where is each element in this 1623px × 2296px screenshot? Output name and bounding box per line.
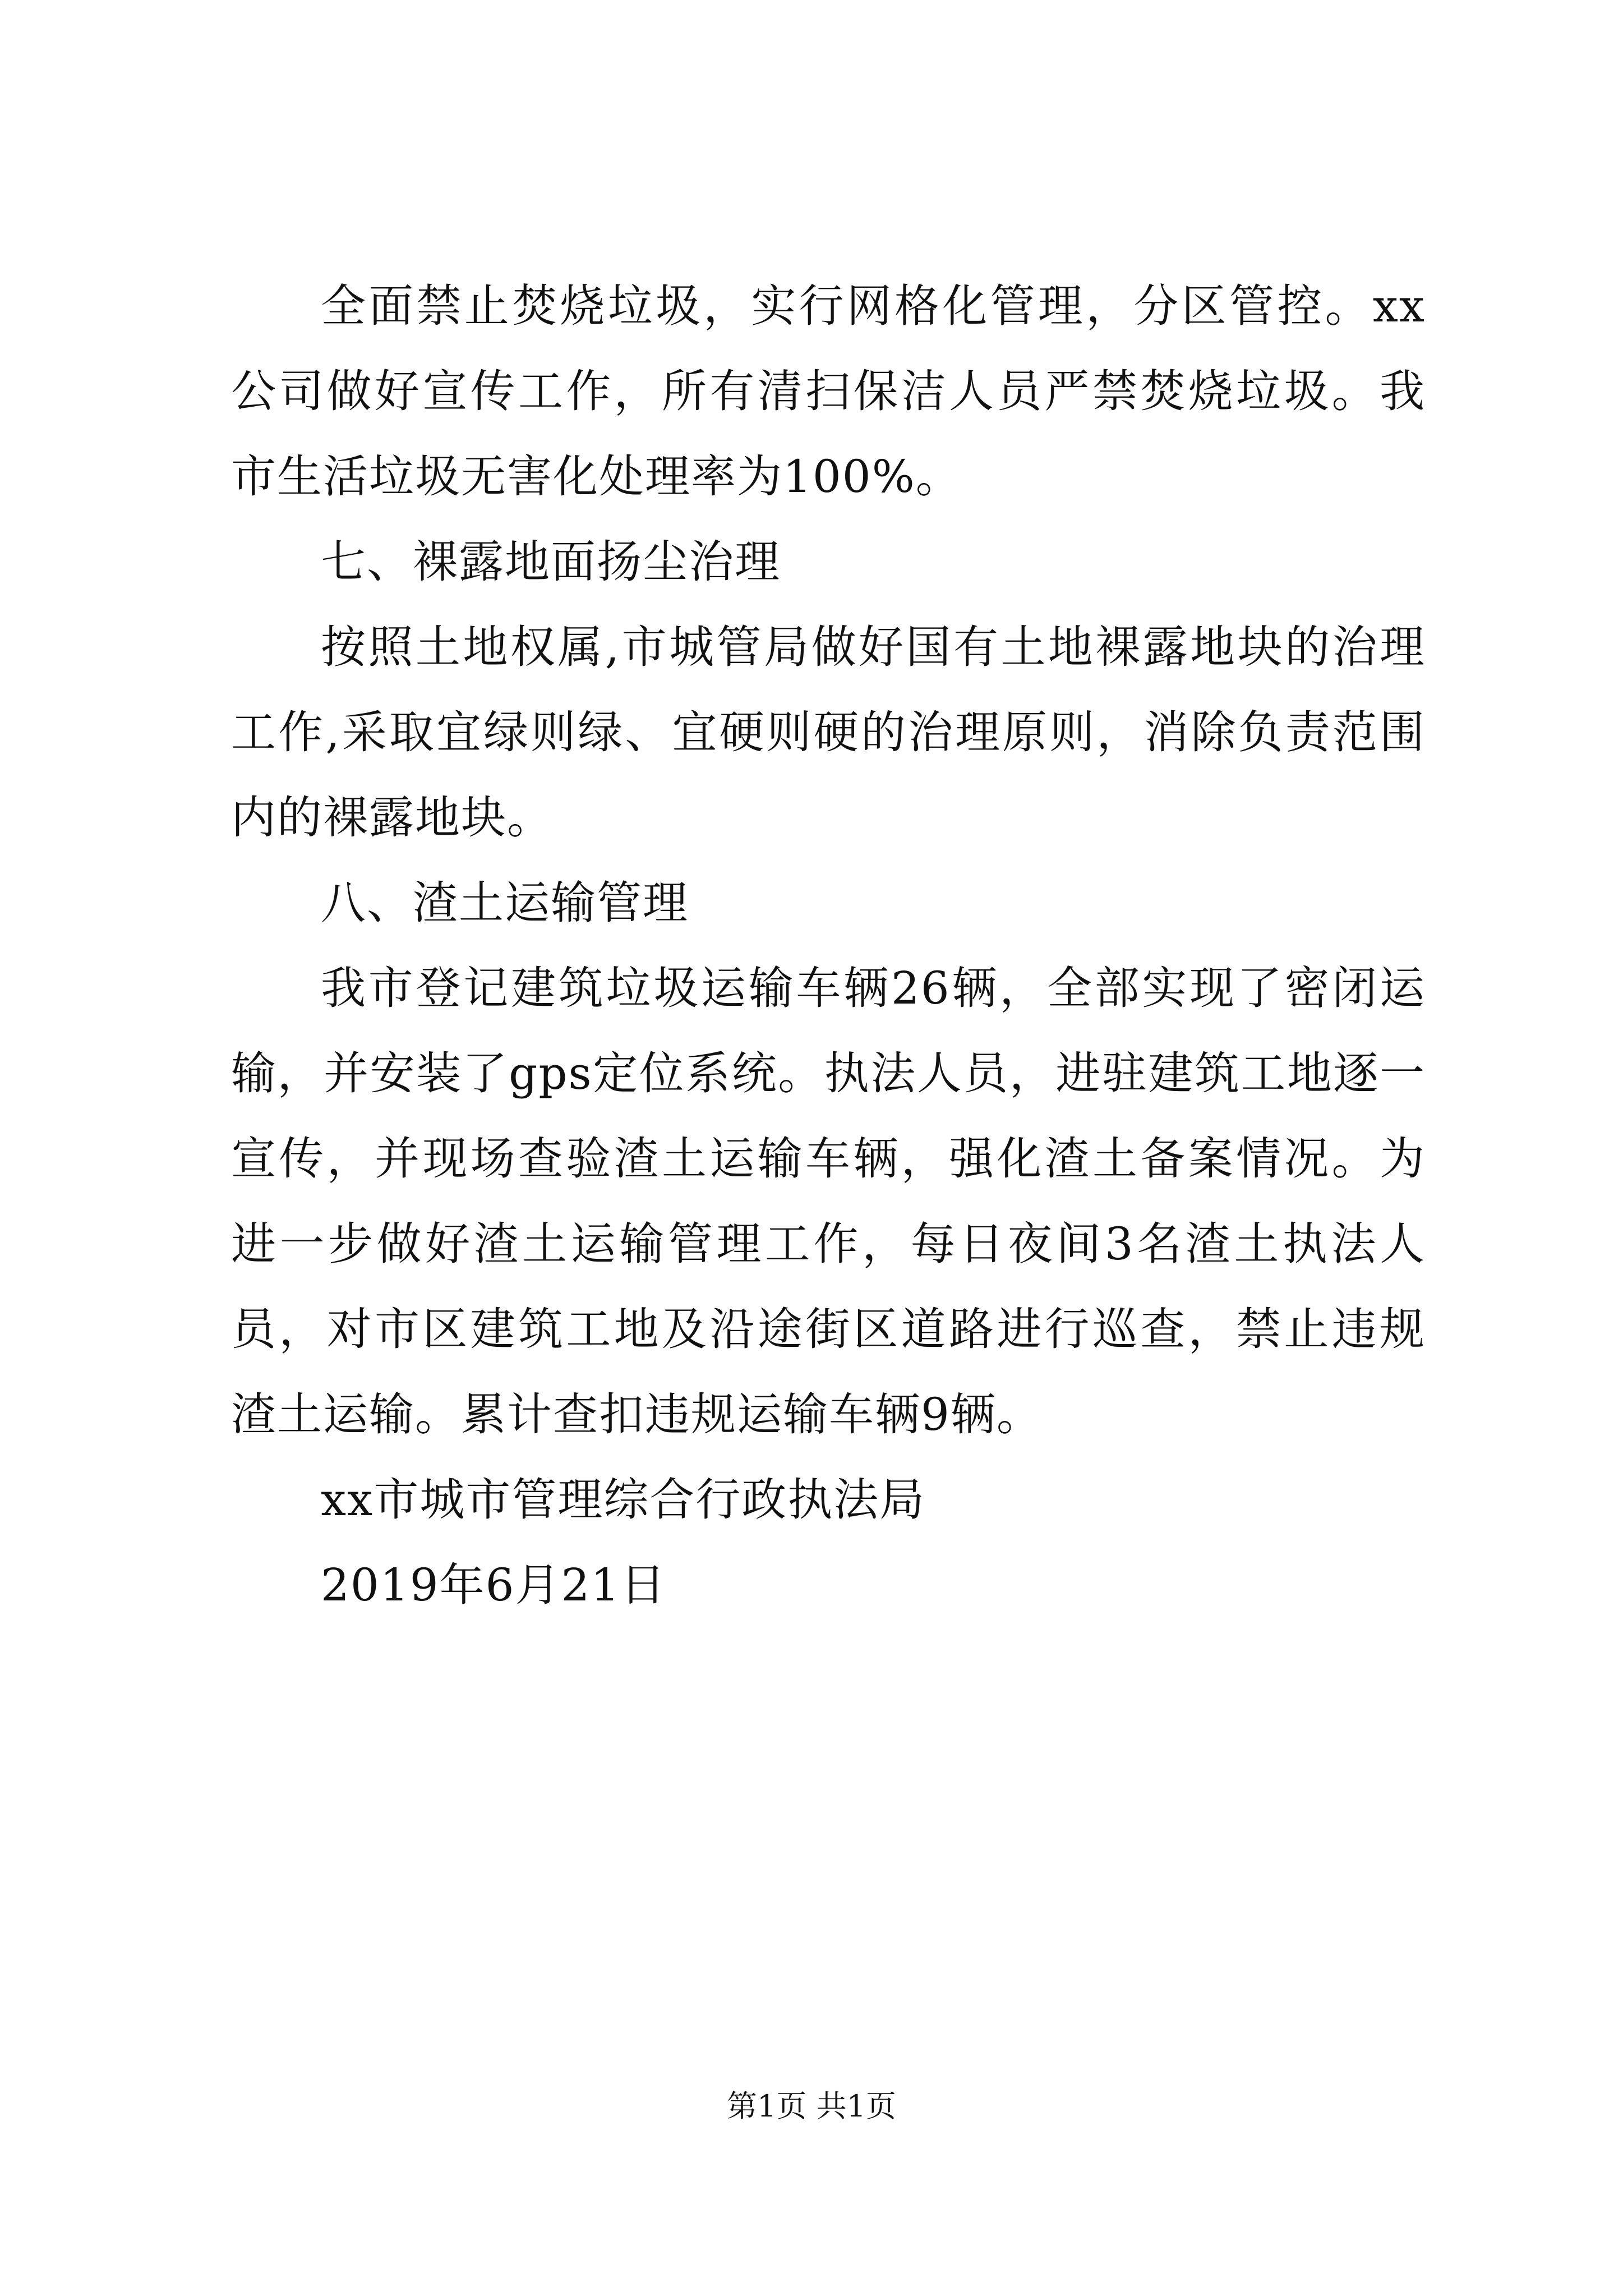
signature-date: 2019年6月21日	[321, 1559, 667, 1611]
paragraph-muck-transport: 我市登记建筑垃圾运输车辆26辆，全部实现了密闭运输，并安装了gps定位系统。执法人员，进驻建筑工地逐一宣传，并现场查验渣土运输车辆，强化渣土备案情况。为进一步做好渣土运输管理工作，每日夜间3名渣土执法人员，对市区建筑工地及沿途街区道路进行巡查，禁止违规渣土运输。累计查扣违规运输车辆9辆。	[231, 962, 1426, 1441]
document-body	[231, 264, 1426, 1628]
page-footer: 第1页 共1页	[727, 2088, 896, 2124]
signature-organization: xx市城市管理综合行政执法局	[321, 1474, 926, 1526]
section-heading-8: 八、渣土运输管理	[321, 877, 689, 929]
section-heading-7: 七、裸露地面扬尘治理	[321, 536, 781, 588]
paragraph-waste-burning: 全面禁止焚烧垃圾，实行网格化管理，分区管控。xx公司做好宣传工作，所有清扫保洁人员严禁焚烧垃圾。我市生活垃圾无害化处理率为100%。	[231, 280, 1426, 503]
paragraph-bare-ground: 按照土地权属,市城管局做好国有土地裸露地块的治理工作,采取宜绿则绿、宜硬则硬的治理原则，消除负责范围内的裸露地块。	[231, 621, 1426, 844]
